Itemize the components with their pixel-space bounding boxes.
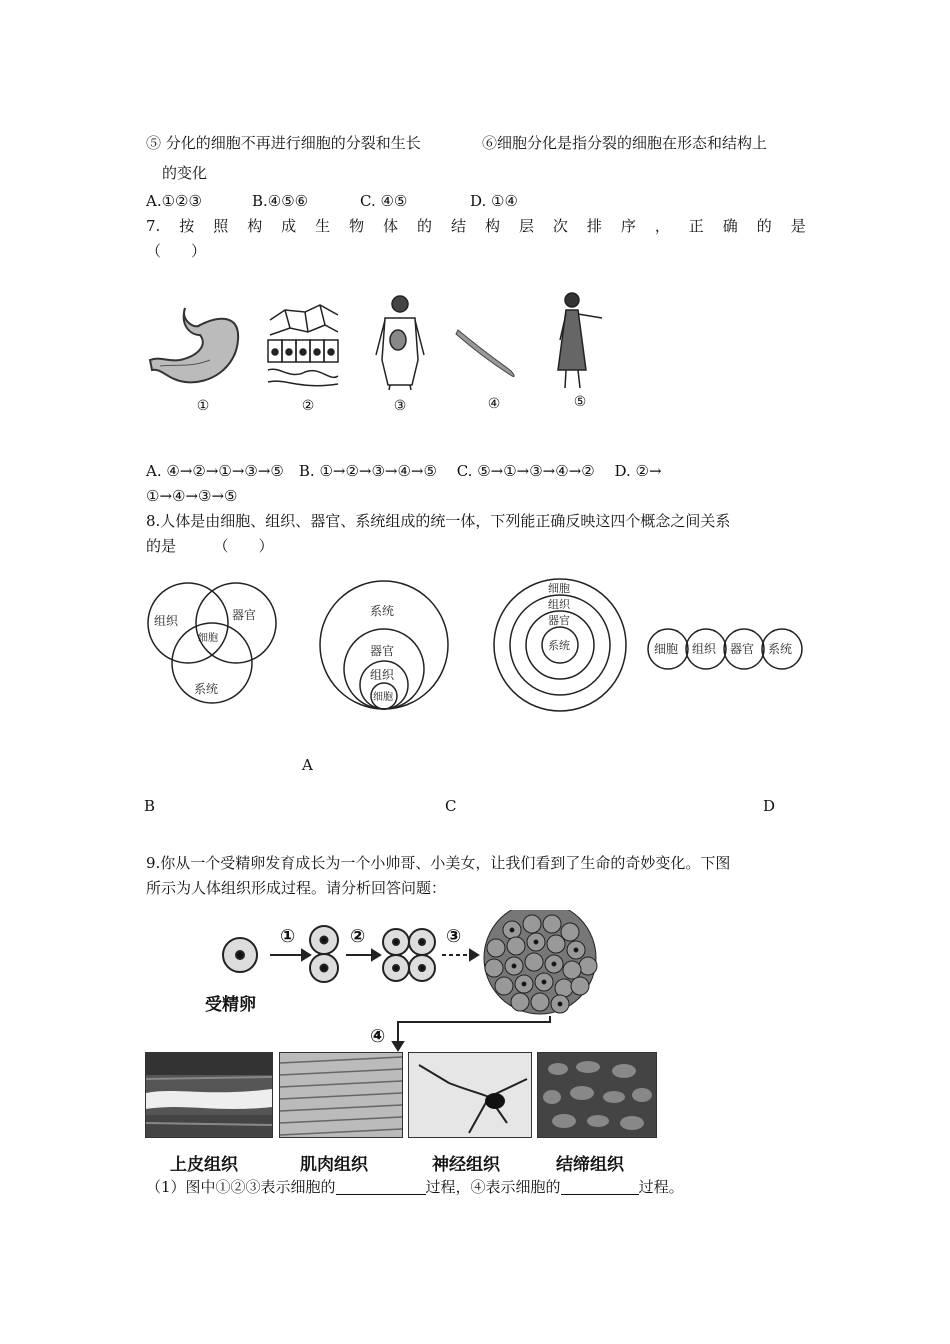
- step-3-label: ③: [446, 926, 462, 947]
- nested-label-organ: 器官: [370, 644, 395, 658]
- venn-label-system: 系统: [194, 682, 219, 696]
- nested-label-system: 系统: [370, 604, 395, 618]
- q8-stem: 8.人体是由细胞、组织、器官、系统组成的统一体，下列能正确反映这四个概念之间关系: [146, 512, 731, 530]
- q7-stem-char: 按: [179, 217, 195, 235]
- q7-stem-char: 生: [315, 217, 331, 235]
- q7-stem-char: 的: [417, 217, 433, 235]
- zygote-label: 受精卵: [205, 995, 256, 1015]
- tissue-image: [268, 305, 338, 386]
- nested-label-cell: 细胞: [373, 692, 393, 703]
- q7-stem-char: 成: [281, 217, 297, 235]
- q7-caption-4: ④: [487, 396, 501, 412]
- chain-diagram: [648, 629, 802, 669]
- venn-label-cell: 细胞: [198, 633, 218, 644]
- q8-diagrams: [140, 575, 820, 715]
- cell-division-diagram: [140, 910, 660, 1055]
- step-1-label: ①: [280, 926, 296, 947]
- q6-statement-5: ⑤ 分化的细胞不再进行细胞的分裂和生长: [146, 134, 421, 152]
- nested-label-organize: 组织: [370, 668, 395, 682]
- concentric-label-organ: 器官: [548, 614, 570, 627]
- epithelial-tissue-image: [145, 1052, 273, 1138]
- q7-answer-paren: （ ）: [146, 242, 207, 260]
- q7-stem-char: 层: [518, 217, 534, 235]
- q8-label-c: C: [445, 797, 457, 815]
- q7-caption-5: ⑤: [573, 394, 587, 410]
- q9-stem: 9.你从一个受精卵发育成长为一个小帅哥、小美女，让我们看到了生命的奇妙变化。下图: [146, 854, 731, 872]
- q6-option-a: A.①②③: [146, 192, 202, 210]
- q7-stem-char: 结: [451, 217, 467, 235]
- arrow-3-icon: [442, 950, 478, 960]
- q9-sub-1-text-2: 过程，④表示细胞的: [425, 1178, 561, 1196]
- tissue-label-nerve: 神经组织: [432, 1155, 500, 1175]
- q9-sub-1: [146, 1176, 684, 1198]
- q7-stem-char: 确: [722, 217, 738, 235]
- nested-diagram: [320, 581, 448, 709]
- q7-stem-char: ，: [654, 217, 670, 235]
- q7-stem-char: 构: [247, 217, 263, 235]
- answer-blank-2[interactable]: [561, 1178, 639, 1195]
- chain-label-organ: 器官: [730, 642, 755, 656]
- venn-label-organize: 组织: [154, 614, 179, 628]
- q7-stem-char: 正: [688, 217, 704, 235]
- chain-label-system: 系统: [768, 642, 793, 656]
- muscle-tissue-image: [279, 1052, 403, 1138]
- two-cells: [310, 926, 338, 982]
- q7-options-cont: ①→④→③→⑤: [146, 487, 238, 505]
- q6-option-d: D. ①④: [470, 192, 518, 210]
- chain-label-cell: 细胞: [654, 642, 679, 656]
- q9-stem-cont: 所示为人体组织形成过程。请分析回答问题：: [146, 879, 447, 897]
- connective-tissue-image: [537, 1052, 657, 1138]
- q7-stem-char: 的: [756, 217, 772, 235]
- q7-options: A. ④→②→①→③→⑤ B. ①→②→③→④→⑤ C. ⑤→①→③→④→② D. ②→: [146, 462, 662, 480]
- q7-stem: [146, 215, 806, 237]
- venn-diagram: [148, 583, 276, 703]
- concentric-label-cell: 细胞: [548, 582, 570, 595]
- q9-sub-1-text-3: 过程。: [638, 1178, 684, 1196]
- q7-stem-char: 体: [383, 217, 399, 235]
- answer-blank-1[interactable]: [336, 1178, 426, 1195]
- arrow-1-icon: [270, 950, 310, 960]
- single-cell-image: [456, 330, 514, 377]
- q7-stem-char: 排: [586, 217, 602, 235]
- concentric-label-system: 系统: [548, 639, 570, 652]
- q7-stem-char: 是: [790, 217, 806, 235]
- q7-stem-char: 构: [484, 217, 500, 235]
- zygote-cell: [223, 938, 257, 972]
- tissue-label-muscle: 肌肉组织: [300, 1155, 368, 1175]
- q8-label-d: D: [763, 797, 776, 815]
- venn-label-organ: 器官: [232, 608, 257, 622]
- q7-stem-char: 7.: [146, 217, 161, 235]
- q7-stem-char: 物: [349, 217, 365, 235]
- four-cells: [383, 929, 435, 981]
- q7-stem-char: 次: [552, 217, 568, 235]
- q8-label-b: B: [144, 797, 156, 815]
- q8-label-a: A: [302, 756, 313, 774]
- q7-caption-2: ②: [301, 398, 315, 414]
- q9-sub-1-text: （1）图中①②③表示细胞的: [146, 1178, 336, 1196]
- girl-image: [558, 293, 602, 388]
- stomach-image: [150, 308, 238, 382]
- cell-mass: [484, 910, 597, 1014]
- concentric-label-organize: 组织: [548, 598, 570, 611]
- q6-option-c: C. ④⑤: [360, 192, 408, 210]
- q6-statement-6: ⑥细胞分化是指分裂的细胞在形态和结构上: [482, 134, 768, 152]
- q6-statement-6-cont: 的变化: [162, 164, 208, 182]
- arrow-2-icon: [346, 950, 380, 960]
- q7-caption-3: ③: [393, 398, 407, 414]
- nerve-tissue-image: [408, 1052, 532, 1138]
- q8-stem-cont: 的是 （ ）: [146, 537, 274, 555]
- concentric-diagram: [494, 579, 626, 711]
- q7-stem-char: 照: [213, 217, 229, 235]
- q6-option-b: B.④⑤⑥: [252, 192, 309, 210]
- q7-caption-1: ①: [196, 398, 210, 414]
- human-organs-image: [376, 296, 424, 390]
- step-2-label: ②: [350, 926, 366, 947]
- tissue-label-connective: 结缔组织: [556, 1155, 624, 1175]
- q7-stem-char: 序: [620, 217, 636, 235]
- tissue-label-epithelial: 上皮组织: [170, 1155, 238, 1175]
- arrow-4-icon: [393, 1016, 550, 1050]
- step-4-label: ④: [370, 1026, 386, 1047]
- chain-label-organize: 组织: [692, 642, 717, 656]
